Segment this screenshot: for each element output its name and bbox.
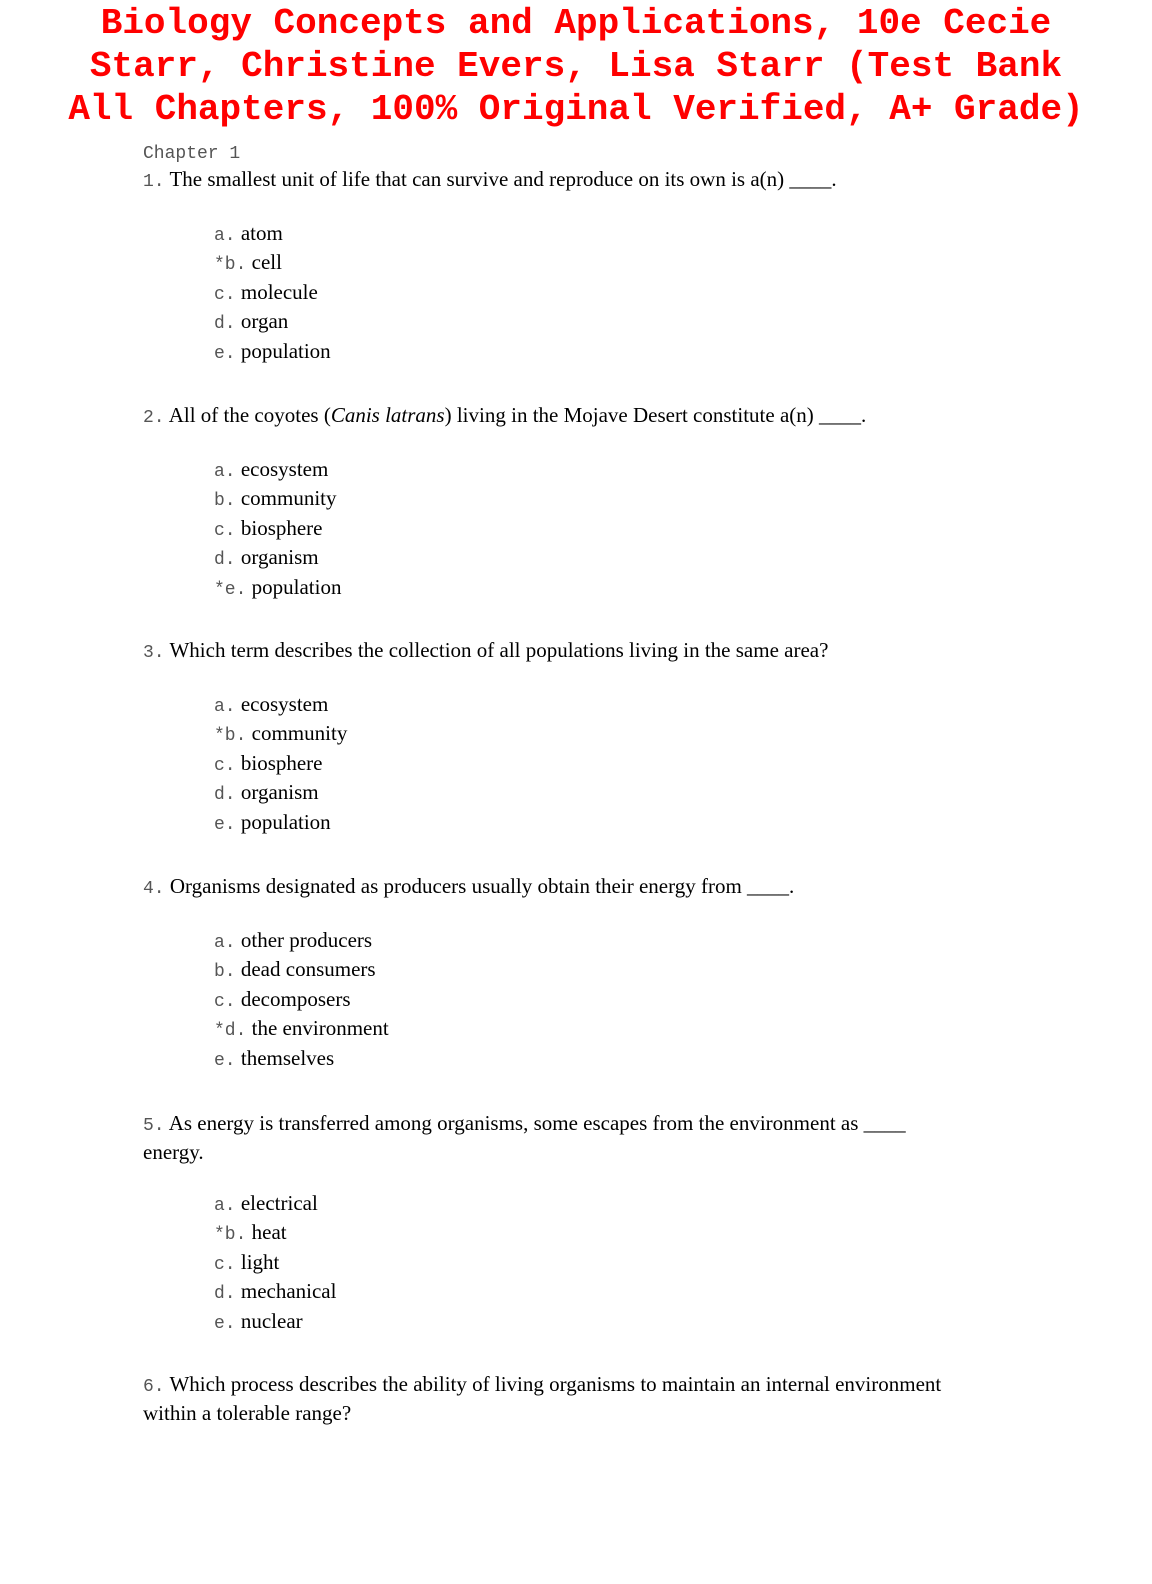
answer-options — [214, 220, 1013, 367]
option-letter: e. — [214, 343, 236, 364]
document-title — [0, 2, 1152, 131]
option-text: population — [251, 574, 342, 599]
question-5 — [143, 1110, 953, 1358]
option-text: organism — [240, 545, 319, 570]
option-text: organism — [240, 780, 319, 805]
question-text: Organisms designated as producers usually obtain their energy from ____. — [169, 874, 795, 898]
answer-option — [214, 1015, 1013, 1044]
answer-options — [214, 456, 1013, 603]
answer-option — [214, 691, 1013, 720]
question-stem — [143, 166, 1013, 195]
question-4 — [143, 873, 1013, 1095]
option-letter: d. — [214, 785, 236, 806]
title-line: All Chapters, 100% Original Verified, A+ Grade) — [68, 89, 1084, 130]
option-text: population — [240, 338, 331, 363]
option-text: mechanical — [240, 1279, 337, 1304]
option-letter: b. — [214, 491, 236, 512]
option-letter: e. — [214, 814, 236, 835]
question-stem — [143, 402, 1013, 431]
option-text: cell — [251, 250, 282, 275]
option-text: biosphere — [240, 515, 323, 540]
option-text: nuclear — [240, 1308, 303, 1333]
question-3 — [143, 637, 1013, 859]
question-text: Which process describes the ability of living organisms to maintain an internal environment within a tolerable range? — [143, 1372, 942, 1425]
option-letter: e. — [214, 1313, 236, 1334]
answer-option — [214, 515, 1013, 544]
answer-option — [214, 485, 1013, 514]
option-text: other producers — [240, 928, 373, 952]
option-text: community — [251, 721, 348, 746]
option-letter: a. — [214, 226, 236, 246]
answer-option — [214, 1045, 1013, 1074]
option-text: decomposers — [240, 986, 351, 1011]
question-text-part: ) living in the Mojave Desert constitute a(n) ____. — [444, 403, 867, 427]
answer-option — [214, 220, 1013, 249]
option-letter: c. — [214, 755, 236, 776]
answer-option — [214, 750, 1013, 779]
answer-option — [214, 1278, 953, 1307]
option-letter: *b. — [214, 726, 247, 747]
chapter-heading: Chapter 1 — [143, 144, 241, 164]
question-text: The smallest unit of life that can survive and reproduce on its own is a(n) ____. — [169, 167, 837, 191]
answer-option — [214, 1308, 953, 1337]
answer-options — [214, 927, 1013, 1074]
option-letter: c. — [214, 1254, 236, 1275]
question-number: 5. — [143, 1116, 165, 1136]
answer-option — [214, 279, 1013, 308]
option-text: community — [240, 486, 337, 511]
question-stem — [143, 873, 1013, 902]
option-letter: d. — [214, 1284, 236, 1305]
question-number: 4. — [143, 879, 165, 899]
question-text-part: All of the coyotes ( — [168, 403, 331, 427]
option-text: atom — [240, 221, 283, 245]
question-stem — [143, 1110, 953, 1165]
option-text: ecosystem — [240, 692, 329, 716]
option-letter: b. — [214, 962, 236, 983]
option-text: biosphere — [240, 750, 323, 775]
answer-option — [214, 720, 1013, 749]
question-text — [169, 403, 867, 427]
option-text: themselves — [240, 1045, 335, 1070]
question-number: 1. — [143, 172, 165, 192]
question-1 — [143, 166, 1013, 388]
question-text: As energy is transferred among organisms, some escapes from the environment as ____ energy. — [143, 1111, 906, 1164]
question-text: Which term describes the collection of all populations living in the same area? — [169, 638, 829, 662]
option-letter: c. — [214, 520, 236, 541]
option-text: light — [240, 1249, 280, 1274]
question-number: 2. — [143, 408, 165, 428]
answer-option — [214, 809, 1013, 838]
option-text: heat — [251, 1220, 287, 1245]
answer-option — [214, 1249, 953, 1278]
option-letter: *b. — [214, 1225, 247, 1246]
option-text: molecule — [240, 279, 318, 304]
option-letter: a. — [214, 933, 236, 953]
option-letter: *d. — [214, 1021, 247, 1042]
question-2 — [143, 402, 1013, 624]
option-letter: a. — [214, 1196, 236, 1216]
option-text: organ — [240, 309, 289, 334]
answer-options — [214, 1190, 953, 1337]
species-name: Canis latrans — [330, 403, 445, 427]
question-number: 6. — [143, 1377, 165, 1397]
answer-option — [214, 249, 1013, 278]
answer-option — [214, 456, 1013, 485]
answer-option — [214, 308, 1013, 337]
option-letter: c. — [214, 991, 236, 1012]
option-letter: *b. — [214, 255, 247, 276]
question-stem — [143, 1371, 993, 1426]
answer-options — [214, 691, 1013, 838]
answer-option — [214, 779, 1013, 808]
answer-option — [214, 1190, 953, 1219]
option-text: population — [240, 809, 331, 834]
answer-option — [214, 544, 1013, 573]
title-line: Starr, Christine Evers, Lisa Starr (Test Bank — [89, 46, 1063, 87]
question-number: 3. — [143, 643, 165, 663]
question-6 — [143, 1371, 993, 1426]
option-letter: e. — [214, 1050, 236, 1071]
answer-option — [214, 986, 1013, 1015]
option-letter: d. — [214, 314, 236, 335]
option-letter: a. — [214, 697, 236, 717]
option-letter: a. — [214, 462, 236, 482]
option-letter: d. — [214, 550, 236, 571]
option-text: dead consumers — [240, 957, 376, 982]
answer-option — [214, 1219, 953, 1248]
option-text: electrical — [240, 1191, 318, 1215]
option-letter: *e. — [214, 579, 247, 600]
option-text: the environment — [251, 1016, 389, 1041]
option-text: ecosystem — [240, 457, 329, 481]
answer-option — [214, 927, 1013, 956]
answer-option — [214, 956, 1013, 985]
question-stem — [143, 637, 1013, 666]
title-line: Biology Concepts and Applications, 10e Cecie — [100, 3, 1052, 44]
answer-option — [214, 338, 1013, 367]
answer-option — [214, 574, 1013, 603]
option-letter: c. — [214, 284, 236, 305]
